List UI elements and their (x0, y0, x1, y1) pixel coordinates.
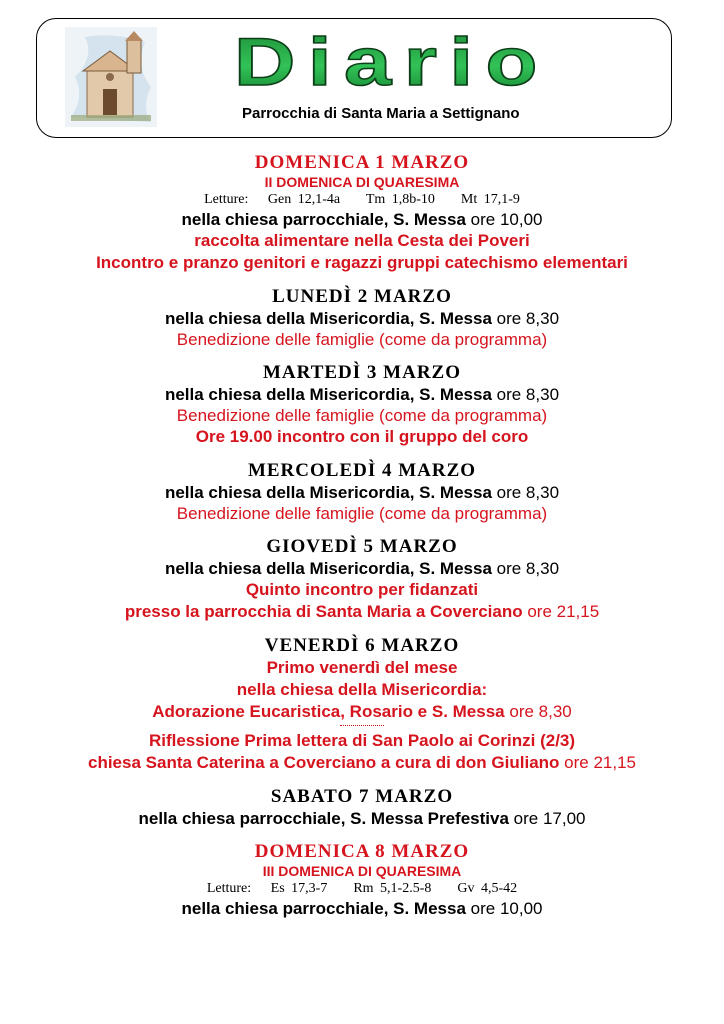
day-title: LUNEDÌ 2 MARZO (272, 286, 452, 307)
day-title: VENERDÌ 6 MARZO (264, 635, 460, 656)
liturgical-subtitle: II DOMENICA DI QUARESIMA (264, 174, 460, 190)
note-line: Benedizione delle famiglie (come da programma) (176, 504, 548, 523)
mass-line: nella chiesa della Misericordia, S. Messa ore 8,30 (164, 385, 560, 404)
day-title: DOMENICA 8 MARZO (254, 841, 470, 862)
day-block (0, 152, 724, 274)
mass-line: nella chiesa parrocchiale, S. Messa ore 10,00 (181, 210, 543, 229)
mass-line: nella chiesa della Misericordia, S. Messa ore 8,30 (164, 559, 560, 578)
note-line: Incontro e pranzo genitori e ragazzi gruppi catechismo elementari (96, 253, 628, 272)
note-line: presso la parrocchia di Santa Maria a Coverciano ore 21,15 (124, 602, 600, 621)
note-line: Quinto incontro per fidanzati (245, 580, 479, 599)
day-block (0, 286, 724, 350)
title-text: Diario (234, 25, 550, 101)
parish-name: Parrocchia di Santa Maria a Settignano (242, 105, 520, 122)
mass-line: nella chiesa parrocchiale, S. Messa Prefestiva ore 17,00 (138, 809, 586, 828)
note-line: Riflessione Prima lettera di San Paolo ai Corinzi (2/3) (148, 731, 576, 750)
day-title: SABATO 7 MARZO (270, 786, 454, 807)
church-logo-icon (65, 27, 157, 127)
day-block (0, 841, 724, 919)
readings: Letture: Es 17,3-7 Rm 5,1-2.5-8 Gv 4,5-42 (206, 881, 518, 896)
note-line: Primo venerdì del mese (266, 658, 458, 677)
mass-line: nella chiesa della Misericordia, S. Messa ore 8,30 (164, 309, 560, 328)
day-block (0, 362, 724, 448)
note-line: nella chiesa della Misericordia: (236, 680, 488, 699)
mass-line: nella chiesa della Misericordia, S. Messa ore 8,30 (164, 483, 560, 502)
day-title: MARTEDÌ 3 MARZO (263, 362, 461, 383)
day-title: GIOVEDÌ 5 MARZO (266, 536, 458, 557)
diario-title (182, 25, 602, 105)
note-line: chiesa Santa Caterina a Coverciano a cura di don Giuliano ore 21,15 (88, 753, 636, 772)
liturgical-subtitle: III DOMENICA DI QUARESIMA (262, 863, 462, 879)
day-block (0, 635, 724, 774)
note-line: Benedizione delle famiglie (come da programma) (176, 406, 548, 425)
note-line: Benedizione delle famiglie (come da programma) (176, 330, 548, 349)
note-line: Ore 19.00 incontro con il gruppo del coro (195, 427, 529, 446)
divider (340, 725, 384, 726)
day-title: MERCOLEDÌ 4 MARZO (247, 460, 477, 481)
header-box (36, 18, 672, 138)
day-block (0, 460, 724, 524)
day-block (0, 536, 724, 623)
day-title: DOMENICA 1 MARZO (254, 152, 470, 173)
day-block (0, 786, 724, 829)
note-line: raccolta alimentare nella Cesta dei Poveri (194, 231, 530, 250)
readings: Letture: Gen 12,1-4a Tm 1,8b-10 Mt 17,1-9 (204, 192, 520, 207)
schedule (0, 152, 724, 919)
mass-line: nella chiesa parrocchiale, S. Messa ore 10,00 (181, 899, 543, 918)
note-line: Adorazione Eucaristica, Rosario e S. Messa ore 8,30 (152, 702, 572, 721)
